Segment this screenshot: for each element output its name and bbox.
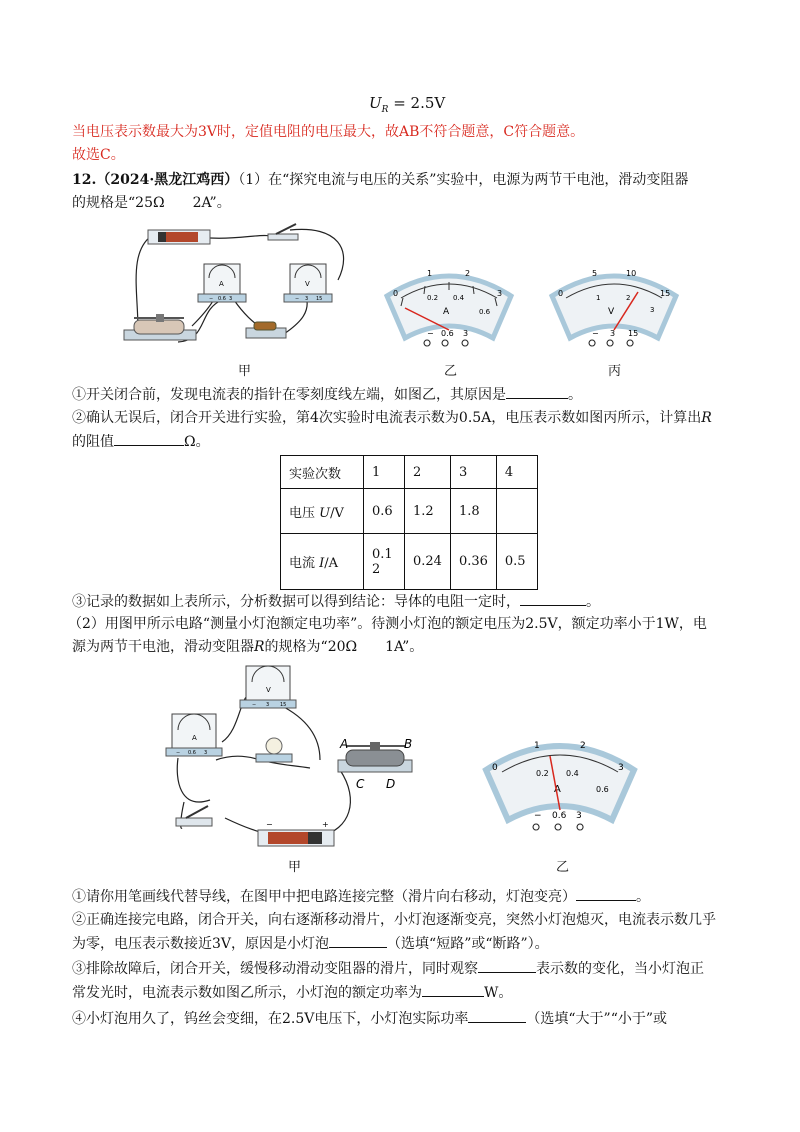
rheostat-label-c: C [356,777,365,791]
voltmeter-upper-tick: 0 [558,289,564,298]
q12-t3-b-text: 常发光时，电流表示数如图乙所示，小灯泡的额定功率为 [72,985,422,1001]
battery-sign-neg: − [266,820,273,829]
ammeter-1-upper-tick: 2 [465,269,471,278]
ammeter-dial-2 [480,730,640,838]
ammeter-2-upper-tick: 1 [534,741,540,751]
q12-part2-b [72,637,423,657]
q12-t3-b [72,982,512,1003]
table-row [281,534,538,590]
table-cell: 1.8 [450,489,496,534]
voltmeter-icon-terminal: − [295,296,300,302]
q12-t4-text: ④小灯泡用久了，钨丝会变细，在2.5V电压下，小灯泡实际功率 [72,1011,469,1027]
ammeter-2-upper-tick: 0 [492,763,498,773]
voltmeter-unit: V [608,307,615,317]
ammeter-2-lower-tick: 0.4 [566,769,579,778]
table-row [281,489,538,534]
table-cell-line: 2 [372,561,381,577]
voltmeter-icon [240,666,296,708]
voltmeter-icon-terminal: 15 [280,702,287,708]
answer-blank-3[interactable] [520,591,586,606]
q12-s2-r: R [701,410,712,426]
voltmeter-icon-terminal: 3 [266,702,270,708]
voltmeter-icon-terminal: 15 [316,296,323,302]
q12-s3-end: 。 [586,594,600,610]
voltmeter-upper-tick: 15 [660,289,671,298]
ammeter-1-terminal: 3 [463,329,469,338]
q12-part1-intro-b: 的规格是“25Ω 2A”。 [72,195,231,211]
answer-blank-1[interactable] [506,384,568,399]
q12-part2-b-post: 的规格为“20Ω 1A”。 [264,639,424,655]
ammeter-2-lower-tick: 0.2 [536,769,549,778]
table-cell: 1.2 [405,489,451,534]
table-row-head-unit: /V [330,505,344,521]
table-row-head-var: I [319,556,325,571]
ammeter-icon-terminal: 0.6 [188,750,196,756]
ammeter-1-terminal: − [427,329,434,338]
circuit-figure-1 [118,220,368,352]
table-row-head: 实验次数 [281,456,364,489]
voltmeter-terminal: 15 [628,329,639,338]
ammeter-1-upper-tick: 3 [497,289,503,298]
q12-t3-b-end: W。 [484,985,513,1001]
ammeter-1-unit: A [443,307,450,317]
ammeter-icon [198,264,246,302]
ammeter-1-terminal: 0.6 [441,329,454,338]
voltmeter-icon-terminal: − [252,702,257,708]
table-cell: 3 [450,456,496,489]
ammeter-dial-1 [381,262,517,354]
q12-intro-line1 [72,170,688,190]
table-cell: 4 [496,456,537,489]
table-row-head-unit: /A [324,556,339,571]
fig1-caption-yi: 乙 [444,364,458,379]
table-cell [364,534,405,590]
q12-t3-a-end: 表示数的变化，当小灯泡正 [536,961,704,977]
ammeter-2-terminal: 3 [576,811,582,821]
battery-sign-pos: + [322,820,329,829]
table-row-head [281,534,364,590]
voltmeter-terminal: 3 [610,329,616,338]
ammeter-1-upper-tick: 0 [393,289,399,298]
answer-choice: 故选C。 [72,147,125,163]
fig2-caption-jia: 甲 [288,860,302,875]
resistor-icon [246,322,286,338]
q12-part2-b-pre: 源为两节干电池，滑动变阻器 [72,639,254,655]
answer-blank-2[interactable] [114,431,184,446]
ammeter-2-lower-tick: 0.6 [596,785,609,794]
table-cell: 0.36 [450,534,496,590]
ammeter-2-upper-tick: 3 [618,763,624,773]
answer-blank-6[interactable] [478,958,536,973]
ammeter-icon-label: A [192,734,197,742]
rheostat-label-b: B [404,737,413,751]
rheostat-icon [124,314,196,340]
q12-t3-a [72,958,704,979]
table-cell: 0.24 [405,534,451,590]
q12-t1-text: ①请你用笔画线代替导线，在图甲中把电路连接完整（滑片向右移动，灯泡变亮） [72,889,576,905]
table-cell: 0.5 [496,534,537,590]
ammeter-icon [166,714,222,756]
q12-s2-unit: Ω。 [184,434,210,450]
voltmeter-dial [546,262,682,354]
voltmeter-upper-tick: 5 [592,269,598,278]
voltmeter-icon-label: V [305,280,310,288]
voltmeter-icon-label: V [266,686,271,694]
ammeter-icon-terminal: 3 [229,296,233,302]
q12-t4-end: （选填“大于”“小于”或 [526,1011,668,1027]
voltmeter-icon-terminal: 3 [305,296,309,302]
ammeter-2-unit: A [554,784,561,795]
q12-part1-intro-a: （1）在“探究电流与电压的关系”实验中，电源为两节干电池，滑动变阻器 [238,172,689,188]
q12-part2-a: （2）用图甲所示电路“测量小灯泡额定电功率”。待测小灯泡的额定电压为2.5V，额定功率小于1W，电 [68,616,707,632]
q12-s3-text: ③记录的数据如上表所示，分析数据可以得到结论：导体的电阻一定时， [72,594,520,610]
q12-t2-b [72,933,549,954]
table-cell: 0.6 [364,489,405,534]
table-row-head-label: 电流 [289,556,316,571]
q12-t2-b-end: （选填“短路”或“断路”）。 [387,936,549,952]
answer-blank-7[interactable] [422,982,484,997]
q12-s2-a [72,408,712,428]
q12-source: （2024·黑龙江鸡西） [96,172,239,188]
table-row [281,456,538,489]
voltmeter-icon [284,264,332,302]
table-cell-line: 0.1 [372,546,393,562]
ammeter-2-terminal: 0.6 [552,811,567,821]
ammeter-2-upper-tick: 2 [580,741,586,751]
q12-s2-a-text: ②确认无误后，闭合开关进行实验，第4次实验时电流表示数为0.5A，电压表示数如图丙所示，计算出 [72,410,702,426]
formula-sub: R [381,105,389,115]
fig2-caption-yi: 乙 [556,860,570,875]
q12-t2-a: ②正确连接完电路，闭合开关，向右逐渐移动滑片，小灯泡逐渐变亮，突然小灯泡熄灭，电流表示数几乎 [72,912,716,928]
formula [369,94,445,115]
answer-blank-5[interactable] [329,933,387,948]
ammeter-icon-terminal: 0.6 [218,296,226,302]
q12-s2-b [72,431,210,452]
ammeter-2-terminal: − [534,811,542,821]
answer-explanation: 当电压表示数最大为3V时，定值电阻的电压最大，故AB不符合题意，C符合题意。 [72,124,585,140]
fig1-caption-bing: 丙 [608,364,622,379]
ammeter-1-lower-tick: 0.6 [479,308,491,316]
formula-rhs: = 2.5V [393,94,446,112]
table-cell: 2 [405,456,451,489]
battery-icon [258,820,334,846]
circuit-figure-2 [150,660,450,856]
q12-number: 12. [72,172,97,188]
answer-blank-4[interactable] [576,886,636,901]
q12-t1-end: 。 [636,889,650,905]
ammeter-1-upper-tick: 1 [427,269,433,278]
q12-t1 [72,886,650,907]
voltmeter-lower-tick: 3 [650,306,655,314]
table-cell: 1 [364,456,405,489]
q12-s2-b-text: 的阻值 [72,434,114,450]
ammeter-icon-terminal: − [176,750,181,756]
ammeter-icon-label: A [219,280,224,288]
data-table [280,455,538,590]
table-cell [496,489,537,534]
table-row-head [281,489,364,534]
fig1-caption-jia: 甲 [238,364,252,379]
answer-blank-8[interactable] [468,1008,526,1023]
ammeter-1-lower-tick: 0.2 [427,294,439,302]
switch-icon [268,224,298,240]
table-row-head-label: 电压 [289,505,316,521]
battery-icon [148,230,210,244]
rheostat-label-d: D [386,777,396,791]
rheostat-icon [338,742,412,772]
q12-t3-a-text: ③排除故障后，闭合开关，缓慢移动滑动变阻器的滑片，同时观察 [72,961,478,977]
ammeter-icon-terminal: − [209,296,214,302]
q12-s1-end: 。 [568,387,582,403]
q12-s1 [72,384,582,405]
q12-s1-text: ①开关闭合前，发现电流表的指针在零刻度线左端，如图乙，其原因是 [72,387,506,403]
q12-part2-r: R [254,639,265,655]
voltmeter-upper-tick: 10 [626,269,637,278]
voltmeter-lower-tick: 2 [626,294,631,302]
rheostat-label-a: A [340,737,349,751]
table-row-head-var: U [319,505,331,521]
q12-t2-b-text: 为零，电压表示数接近3V，原因是小灯泡 [72,936,330,952]
q12-s3 [72,591,600,612]
lamp-icon [256,738,292,762]
ammeter-icon-terminal: 3 [204,750,208,756]
formula-lhs: U [369,94,382,112]
voltmeter-terminal: − [592,329,599,338]
ammeter-1-lower-tick: 0.4 [453,294,465,302]
voltmeter-lower-tick: 1 [596,294,601,302]
q12-t4 [72,1008,667,1029]
